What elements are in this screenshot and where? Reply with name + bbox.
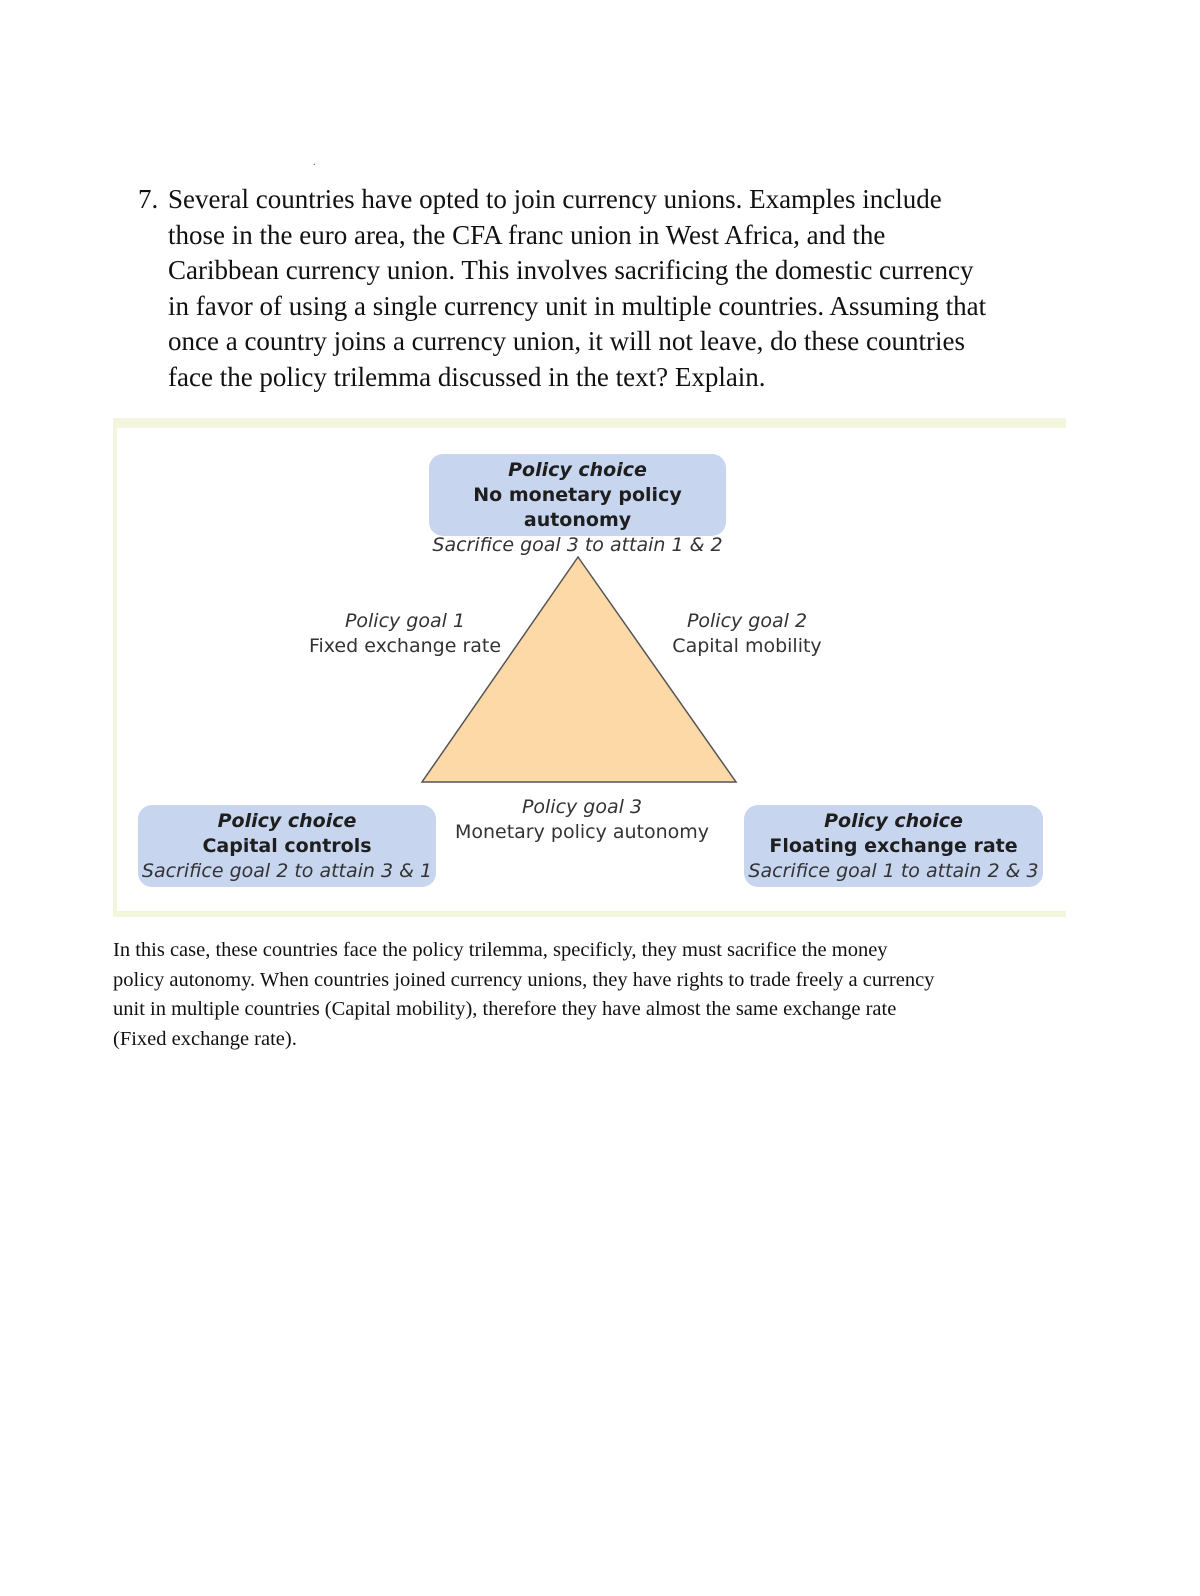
stray-mark: . — [313, 157, 316, 168]
policy-choice-top — [429, 454, 726, 556]
policy-goal-name: Capital mobility — [672, 635, 822, 657]
question-block — [138, 182, 1078, 395]
policy-choice-right — [744, 805, 1043, 887]
question-line: face the policy trilemma discussed in the text? Explain. — [168, 361, 766, 392]
question-line: once a country joins a currency union, it will not leave, do these countries — [168, 326, 966, 356]
policy-goal-2 — [662, 609, 832, 659]
policy-goal-name: Monetary policy autonomy — [454, 821, 710, 843]
policy-choice-heading: Policy choice — [217, 810, 357, 832]
policy-choice-main: No monetary policy autonomy — [473, 484, 682, 531]
policy-goal-title: Policy goal 1 — [344, 610, 466, 632]
policy-choice-main: Capital controls — [202, 835, 372, 857]
policy-goal-3 — [452, 795, 712, 845]
question-line: in favor of using a single currency unit in multiple countries. Assuming that — [168, 290, 987, 321]
policy-choice-left — [138, 805, 436, 887]
question-text — [168, 182, 1078, 395]
trilemma-triangle — [422, 557, 736, 782]
policy-choice-heading: Policy choice — [508, 459, 647, 481]
answer-line: policy autonomy. When countries joined currency unions, they have rights to trade freely a currency — [113, 968, 935, 991]
answer-line: In this case, these countries face the policy trilemma, specificly, they must sacrifice the money — [113, 939, 888, 961]
policy-choice-sub: Sacrifice goal 1 to attain 2 & 3 — [748, 860, 1039, 882]
policy-goal-name: Fixed exchange rate — [308, 635, 502, 657]
policy-choice-heading: Policy choice — [824, 810, 963, 832]
question-line: Several countries have opted to join currency unions. Examples include — [168, 184, 942, 214]
policy-goal-title: Policy goal 2 — [686, 610, 808, 632]
policy-goal-title: Policy goal 3 — [521, 796, 643, 818]
answer-block — [113, 936, 1073, 1054]
policy-choice-sub: Sacrifice goal 3 to attain 1 & 2 — [432, 534, 723, 556]
policy-goal-1 — [305, 609, 505, 659]
trilemma-figure — [113, 418, 1066, 917]
question-line: Caribbean currency union. This involves sacrificing the domestic currency — [168, 255, 974, 285]
answer-line: unit in multiple countries (Capital mobility), therefore they have almost the same exchange rate — [113, 998, 897, 1020]
question-number: 7. — [138, 184, 159, 214]
answer-line: (Fixed exchange rate). — [113, 1027, 297, 1050]
question-line: those in the euro area, the CFA franc union in West Africa, and the — [168, 219, 886, 250]
policy-choice-sub: Sacrifice goal 2 to attain 3 & 1 — [141, 860, 433, 882]
policy-choice-main: Floating exchange rate — [769, 835, 1018, 857]
